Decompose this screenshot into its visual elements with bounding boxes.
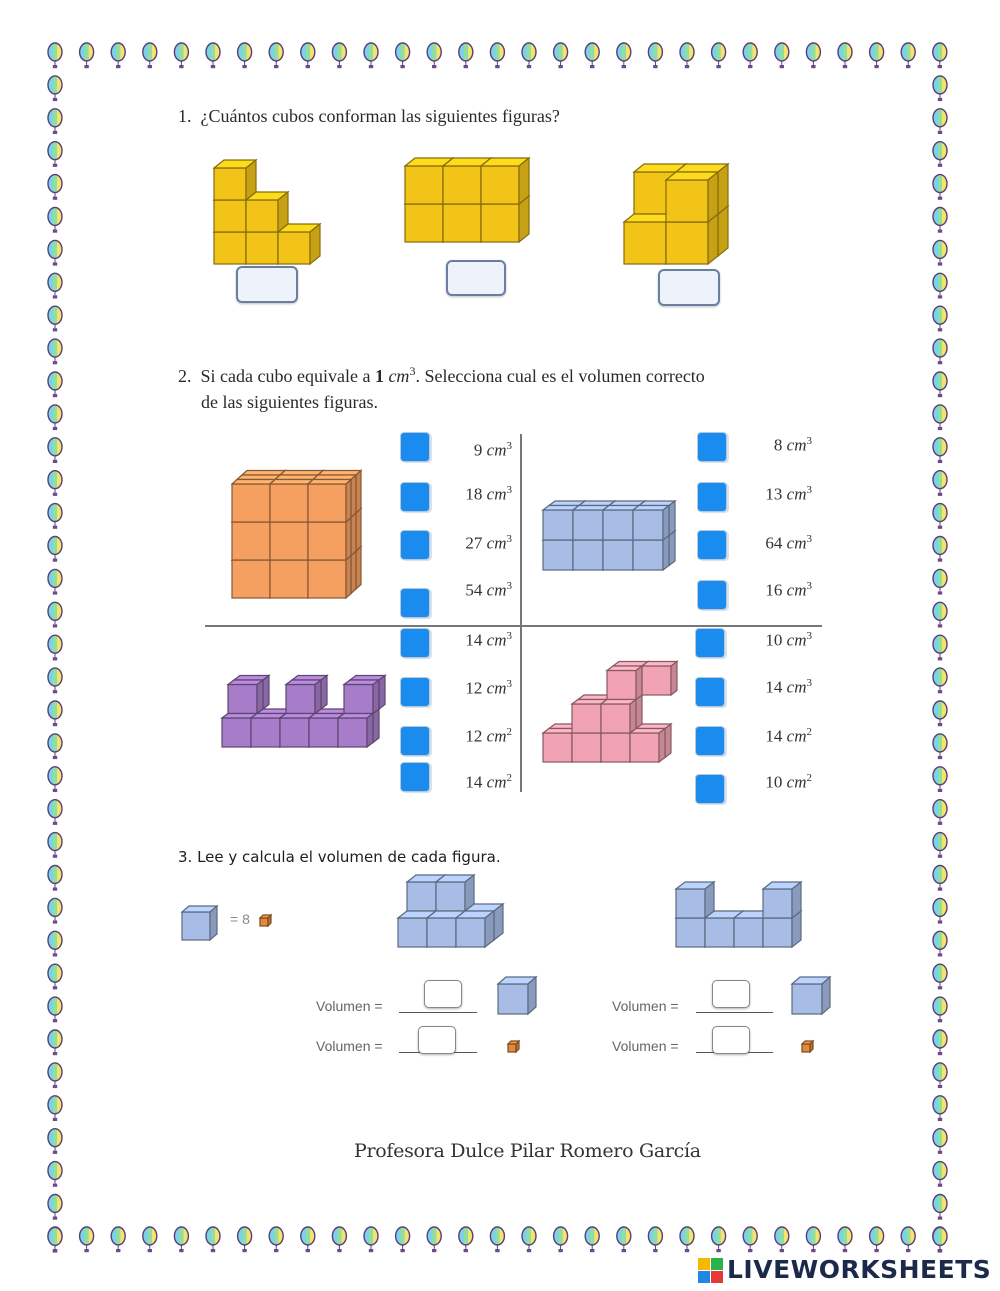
cube-face	[407, 882, 436, 911]
option-value: 16	[765, 580, 787, 600]
option-value: 54	[465, 580, 487, 600]
cube-side	[210, 906, 217, 940]
balloon-icon	[554, 1227, 568, 1252]
small-cube-icon-1	[260, 915, 271, 926]
option-unit: cm	[786, 484, 807, 504]
small-cube-icon-2	[508, 1041, 519, 1052]
option-unit: cm	[486, 533, 507, 553]
balloon-icon	[490, 1227, 504, 1252]
balloon-icon	[48, 1227, 62, 1252]
option-exponent: 3	[806, 533, 812, 545]
balloon-icon	[680, 1227, 694, 1252]
option-value: 13	[765, 484, 787, 504]
option-value: 8	[773, 435, 787, 455]
balloon-icon	[459, 1227, 473, 1252]
option-value: 9	[473, 440, 487, 460]
cube-face	[734, 918, 763, 947]
balloon-icon	[775, 1227, 789, 1252]
option-exponent: 3	[806, 677, 812, 689]
option-exponent: 3	[506, 440, 512, 452]
balloon-icon	[48, 1162, 62, 1187]
volume-input-a2[interactable]	[418, 1026, 456, 1054]
balloon-icon	[648, 1227, 662, 1252]
cube-face	[260, 918, 268, 926]
balloon-icon	[838, 1227, 852, 1252]
cube-face	[436, 882, 465, 911]
balloon-icon	[111, 1227, 125, 1252]
option-exponent: 2	[806, 772, 812, 784]
balloon-icon	[396, 1227, 410, 1252]
balloon-icon	[427, 1227, 441, 1252]
balloon-icon	[585, 1227, 599, 1252]
option-unit: cm	[486, 726, 507, 746]
option-unit: cm	[486, 630, 507, 650]
balloon-icon	[617, 1227, 631, 1252]
option-exponent: 3	[506, 630, 512, 642]
option-value: 64	[765, 533, 787, 553]
q2-text-a: Si cada cubo equivale a	[200, 366, 375, 386]
cube-face	[182, 912, 210, 940]
volume-label-a2: Volumen =	[316, 1038, 383, 1054]
option-value: 14	[765, 726, 787, 746]
balloon-icon	[712, 1227, 726, 1252]
balloon-icon	[364, 1227, 378, 1252]
q2-exp: 3	[409, 364, 416, 378]
volume-input-a1[interactable]	[424, 980, 462, 1008]
blue-figure-a	[398, 875, 503, 947]
cube-face	[802, 1044, 810, 1052]
balloon-icon	[933, 1227, 947, 1252]
volume-line-b1	[696, 1012, 773, 1013]
option-unit: cm	[486, 440, 507, 460]
q3-title: 3. Lee y calcula el volumen de cada figura.	[178, 848, 501, 866]
balloon-icon	[269, 1227, 283, 1252]
q2-text-b: . Selecciona cual es el volumen correcto	[415, 366, 705, 386]
balloon-icon	[933, 1129, 947, 1154]
q1-number: 1.	[178, 106, 192, 126]
balloon-icon	[174, 1227, 188, 1252]
option-unit: cm	[786, 772, 807, 792]
cube-side	[705, 882, 714, 918]
cube-face	[792, 984, 822, 1014]
option-exponent: 3	[506, 484, 512, 496]
volume-label-a1: Volumen =	[316, 998, 383, 1014]
cube-side	[822, 977, 830, 1014]
cube-face	[705, 918, 734, 947]
option-unit: cm	[786, 435, 807, 455]
balloon-icon	[48, 1129, 62, 1154]
balloon-icon	[48, 1195, 62, 1220]
option-exponent: 3	[506, 533, 512, 545]
cube-side	[465, 875, 474, 911]
cube-face	[508, 1044, 516, 1052]
option-value: 18	[465, 484, 487, 504]
balloon-icon	[870, 1227, 884, 1252]
unit-cube-icon-2	[792, 977, 830, 1014]
cube-side	[528, 977, 536, 1014]
cube-face	[763, 918, 792, 947]
unit-cube-icon-1	[498, 977, 536, 1014]
balloon-icon	[80, 1227, 94, 1252]
cube-side	[485, 911, 494, 947]
cube-face	[676, 889, 705, 918]
balloon-icon	[806, 1227, 820, 1252]
option-unit: cm	[786, 726, 807, 746]
cube-face	[456, 918, 485, 947]
balloon-icon	[301, 1227, 315, 1252]
balloon-icon	[206, 1227, 220, 1252]
option-unit: cm	[486, 772, 507, 792]
option-exponent: 2	[506, 726, 512, 738]
option-unit: cm	[486, 678, 507, 698]
option-unit: cm	[786, 630, 807, 650]
volume-input-b2[interactable]	[712, 1026, 750, 1054]
cube-face	[498, 984, 528, 1014]
option-exponent: 2	[806, 726, 812, 738]
balloon-icon	[933, 1162, 947, 1187]
option-unit: cm	[786, 580, 807, 600]
q2-number: 2.	[178, 366, 192, 386]
cube-face	[398, 918, 427, 947]
option-exponent: 3	[806, 580, 812, 592]
option-exponent: 2	[506, 772, 512, 784]
option-unit: cm	[786, 677, 807, 697]
volume-label-b1: Volumen =	[612, 998, 679, 1014]
liveworksheets-brand: LIVEWORKSHEETS	[727, 1255, 992, 1284]
option-value: 10	[765, 630, 787, 650]
balloon-icon	[933, 1096, 947, 1121]
balloon-icon	[901, 1227, 915, 1252]
balloon-icon	[332, 1227, 346, 1252]
q2-text-line2: de las siguientes figuras.	[201, 392, 378, 412]
option-exponent: 3	[506, 580, 512, 592]
option-value: 14	[465, 630, 487, 650]
cube-face	[763, 889, 792, 918]
author-credit: Profesora Dulce Pilar Romero García	[354, 1140, 701, 1162]
balloon-icon	[238, 1227, 252, 1252]
option-exponent: 3	[806, 484, 812, 496]
liveworksheets-logo-icon	[698, 1258, 724, 1284]
balloon-icon	[48, 1096, 62, 1121]
volume-line-a1	[399, 1012, 477, 1013]
option-unit: cm	[486, 580, 507, 600]
option-unit: cm	[486, 484, 507, 504]
blue-figure-b	[676, 882, 801, 947]
option-value: 12	[465, 726, 487, 746]
option-value: 14	[765, 677, 787, 697]
option-unit: cm	[786, 533, 807, 553]
balloon-icon	[933, 1195, 947, 1220]
cube-face	[676, 918, 705, 947]
volume-input-b1[interactable]	[712, 980, 750, 1008]
q1-text: ¿Cuántos cubos conforman las siguientes figuras?	[200, 106, 560, 126]
q2-unit: cm	[388, 366, 410, 386]
option-value: 14	[465, 772, 487, 792]
balloon-icon	[143, 1227, 157, 1252]
option-value: 27	[465, 533, 487, 553]
q3-key-text: = 8	[230, 911, 250, 927]
balloon-icon	[743, 1227, 757, 1252]
small-cube-icon-3	[802, 1041, 813, 1052]
cube-side	[494, 904, 503, 940]
cube-face	[427, 918, 456, 947]
key-cube-icon	[182, 906, 217, 940]
option-value: 12	[465, 678, 487, 698]
option-exponent: 3	[506, 678, 512, 690]
balloon-icon	[522, 1227, 536, 1252]
option-exponent: 3	[806, 630, 812, 642]
option-exponent: 3	[806, 435, 812, 447]
q2-bold-value: 1	[374, 366, 384, 386]
option-value: 10	[765, 772, 787, 792]
volume-label-b2: Volumen =	[612, 1038, 679, 1054]
cube-side	[792, 882, 801, 918]
